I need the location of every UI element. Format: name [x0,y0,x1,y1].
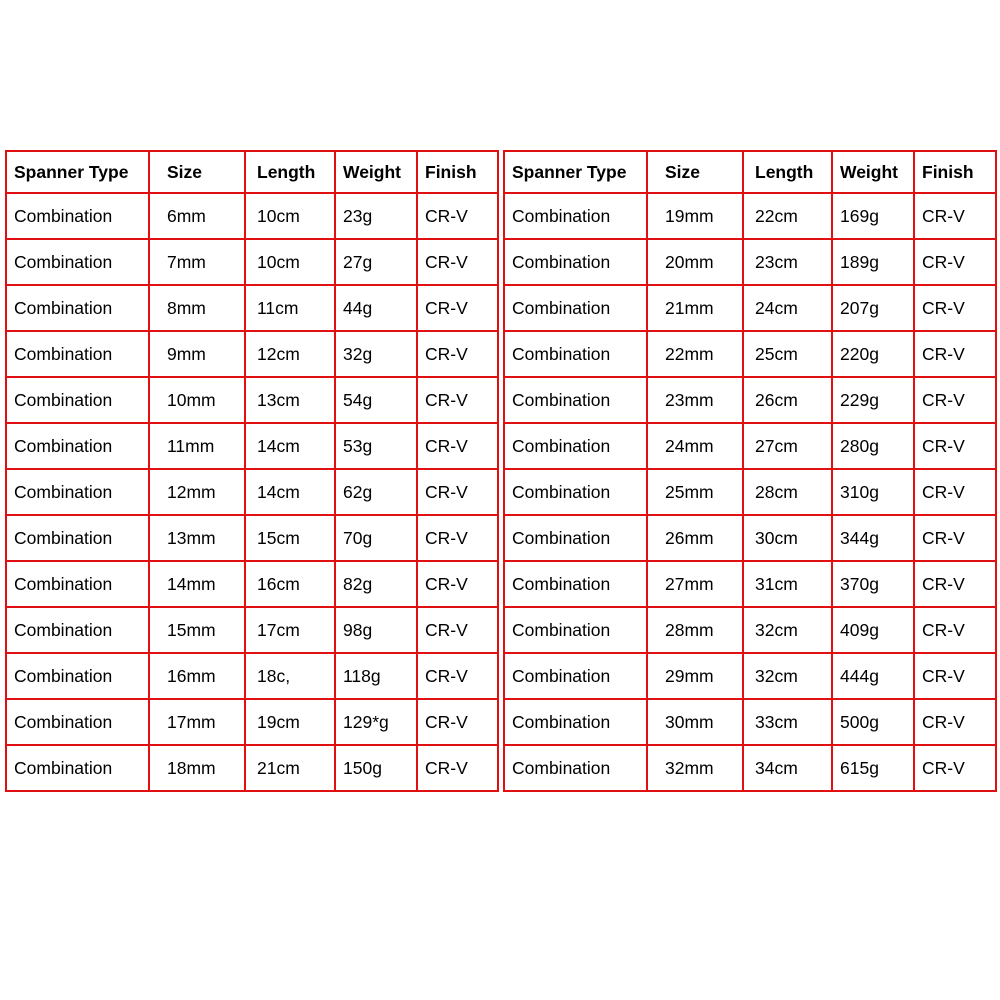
cell-size: 13mm [149,515,245,561]
table-row [504,469,996,515]
column-header-spanner-type: Spanner Type [504,151,647,193]
table-row [504,561,996,607]
cell-spanner-type: Combination [504,515,647,561]
cell-finish: CR-V [914,699,996,745]
table-row [6,285,498,331]
cell-size: 16mm [149,653,245,699]
cell-weight: 370g [832,561,914,607]
cell-length: 14cm [245,423,335,469]
cell-size: 9mm [149,331,245,377]
cell-finish: CR-V [417,331,498,377]
cell-weight: 409g [832,607,914,653]
cell-weight: 54g [335,377,417,423]
cell-weight: 27g [335,239,417,285]
table-row [504,515,996,561]
cell-length: 21cm [245,745,335,791]
column-header-spanner-type: Spanner Type [6,151,149,193]
cell-size: 11mm [149,423,245,469]
column-header-length: Length [245,151,335,193]
table-row [6,377,498,423]
table-row [6,515,498,561]
cell-length: 30cm [743,515,832,561]
table-row [504,377,996,423]
cell-size: 23mm [647,377,743,423]
cell-weight: 129*g [335,699,417,745]
cell-finish: CR-V [417,561,498,607]
cell-spanner-type: Combination [6,193,149,239]
column-header-finish: Finish [914,151,996,193]
cell-length: 15cm [245,515,335,561]
cell-length: 27cm [743,423,832,469]
cell-weight: 62g [335,469,417,515]
cell-weight: 150g [335,745,417,791]
cell-spanner-type: Combination [6,699,149,745]
cell-finish: CR-V [417,607,498,653]
cell-weight: 220g [832,331,914,377]
cell-length: 12cm [245,331,335,377]
column-header-size: Size [647,151,743,193]
cell-weight: 53g [335,423,417,469]
cell-spanner-type: Combination [504,745,647,791]
table-row [504,285,996,331]
cell-length: 17cm [245,607,335,653]
cell-size: 32mm [647,745,743,791]
header-row [504,151,996,193]
cell-finish: CR-V [417,745,498,791]
spanner-spec-table-left [5,150,499,792]
cell-spanner-type: Combination [6,239,149,285]
table-row [504,699,996,745]
table-row [6,699,498,745]
cell-spanner-type: Combination [6,653,149,699]
cell-spanner-type: Combination [504,285,647,331]
table-row [6,423,498,469]
cell-weight: 189g [832,239,914,285]
cell-spanner-type: Combination [504,377,647,423]
cell-spanner-type: Combination [504,193,647,239]
cell-length: 18c, [245,653,335,699]
table-row [6,607,498,653]
cell-length: 32cm [743,607,832,653]
cell-size: 7mm [149,239,245,285]
cell-length: 22cm [743,193,832,239]
cell-weight: 500g [832,699,914,745]
cell-weight: 169g [832,193,914,239]
cell-finish: CR-V [914,561,996,607]
cell-size: 25mm [647,469,743,515]
cell-finish: CR-V [914,285,996,331]
cell-length: 31cm [743,561,832,607]
cell-size: 14mm [149,561,245,607]
cell-weight: 280g [832,423,914,469]
spanner-spec-table-right [503,150,997,792]
cell-weight: 23g [335,193,417,239]
table-row [6,193,498,239]
table-row [6,653,498,699]
cell-weight: 32g [335,331,417,377]
cell-finish: CR-V [914,653,996,699]
header-row [6,151,498,193]
cell-finish: CR-V [417,285,498,331]
cell-weight: 44g [335,285,417,331]
table-row [504,607,996,653]
cell-finish: CR-V [417,377,498,423]
cell-finish: CR-V [417,653,498,699]
cell-finish: CR-V [914,515,996,561]
cell-finish: CR-V [417,423,498,469]
cell-weight: 98g [335,607,417,653]
cell-finish: CR-V [417,239,498,285]
cell-size: 8mm [149,285,245,331]
cell-spanner-type: Combination [504,699,647,745]
cell-length: 33cm [743,699,832,745]
cell-length: 24cm [743,285,832,331]
cell-length: 25cm [743,331,832,377]
cell-size: 26mm [647,515,743,561]
cell-size: 17mm [149,699,245,745]
cell-length: 10cm [245,239,335,285]
cell-length: 19cm [245,699,335,745]
table-row [504,653,996,699]
cell-spanner-type: Combination [504,331,647,377]
cell-spanner-type: Combination [504,561,647,607]
cell-weight: 207g [832,285,914,331]
cell-length: 13cm [245,377,335,423]
cell-size: 22mm [647,331,743,377]
cell-spanner-type: Combination [504,239,647,285]
table-row [504,423,996,469]
cell-size: 19mm [647,193,743,239]
cell-weight: 310g [832,469,914,515]
cell-weight: 82g [335,561,417,607]
cell-spanner-type: Combination [6,607,149,653]
cell-finish: CR-V [914,745,996,791]
column-header-size: Size [149,151,245,193]
cell-spanner-type: Combination [6,515,149,561]
cell-weight: 70g [335,515,417,561]
column-header-finish: Finish [417,151,498,193]
cell-finish: CR-V [914,193,996,239]
cell-length: 28cm [743,469,832,515]
cell-spanner-type: Combination [6,423,149,469]
cell-weight: 118g [335,653,417,699]
cell-length: 26cm [743,377,832,423]
cell-size: 20mm [647,239,743,285]
cell-spanner-type: Combination [6,469,149,515]
cell-spanner-type: Combination [504,423,647,469]
table-row [504,239,996,285]
cell-finish: CR-V [914,607,996,653]
cell-finish: CR-V [914,469,996,515]
cell-length: 14cm [245,469,335,515]
cell-length: 32cm [743,653,832,699]
cell-size: 28mm [647,607,743,653]
column-header-weight: Weight [335,151,417,193]
cell-size: 21mm [647,285,743,331]
cell-size: 12mm [149,469,245,515]
cell-spanner-type: Combination [6,561,149,607]
cell-size: 24mm [647,423,743,469]
cell-finish: CR-V [417,699,498,745]
table-row [504,193,996,239]
cell-length: 10cm [245,193,335,239]
cell-weight: 344g [832,515,914,561]
cell-spanner-type: Combination [504,469,647,515]
cell-size: 27mm [647,561,743,607]
cell-size: 10mm [149,377,245,423]
table-row [6,331,498,377]
cell-spanner-type: Combination [6,285,149,331]
cell-spanner-type: Combination [6,331,149,377]
column-header-weight: Weight [832,151,914,193]
cell-size: 15mm [149,607,245,653]
cell-size: 6mm [149,193,245,239]
cell-weight: 615g [832,745,914,791]
cell-size: 30mm [647,699,743,745]
cell-finish: CR-V [914,239,996,285]
column-header-length: Length [743,151,832,193]
table-row [6,745,498,791]
cell-finish: CR-V [417,469,498,515]
cell-finish: CR-V [417,193,498,239]
cell-size: 18mm [149,745,245,791]
cell-spanner-type: Combination [504,653,647,699]
cell-length: 11cm [245,285,335,331]
cell-finish: CR-V [417,515,498,561]
cell-length: 34cm [743,745,832,791]
cell-length: 16cm [245,561,335,607]
cell-size: 29mm [647,653,743,699]
cell-spanner-type: Combination [6,377,149,423]
table-row [6,239,498,285]
cell-finish: CR-V [914,423,996,469]
table-row [6,469,498,515]
table-row [6,561,498,607]
table-row [504,745,996,791]
cell-spanner-type: Combination [504,607,647,653]
cell-finish: CR-V [914,377,996,423]
cell-spanner-type: Combination [6,745,149,791]
cell-length: 23cm [743,239,832,285]
cell-weight: 444g [832,653,914,699]
table-row [504,331,996,377]
cell-weight: 229g [832,377,914,423]
cell-finish: CR-V [914,331,996,377]
